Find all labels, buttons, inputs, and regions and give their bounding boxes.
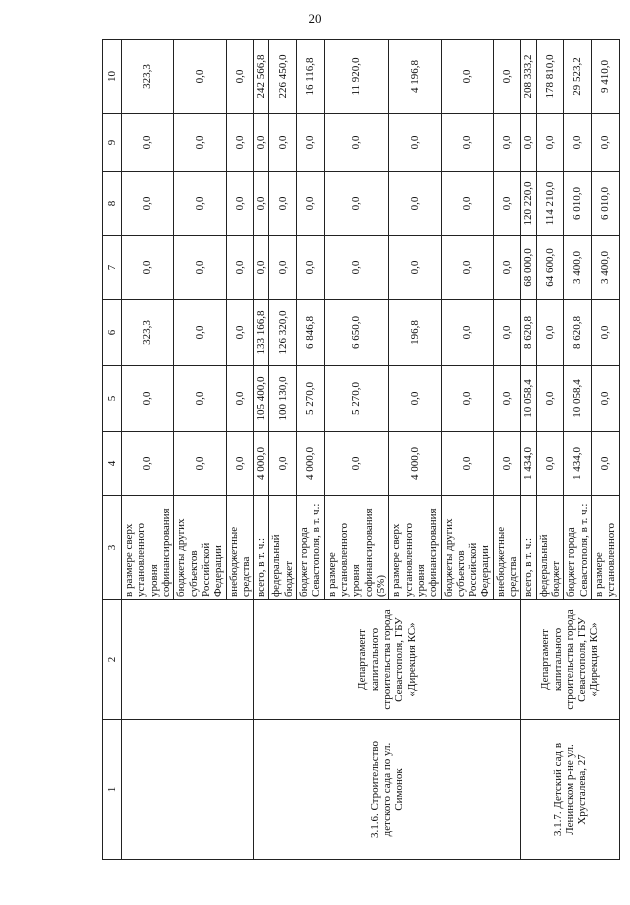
value-cell: 4 000,0 [297, 432, 325, 496]
value-cell: 0,0 [174, 40, 226, 114]
source-label: всего, в т. ч.: [521, 496, 536, 600]
budget-table [102, 39, 620, 860]
col-header: 4 [103, 432, 122, 496]
table-row [521, 40, 536, 860]
value-cell: 0,0 [441, 366, 493, 432]
value-cell: 8 620,8 [521, 300, 536, 366]
value-cell: 16 116,8 [297, 40, 325, 114]
value-cell: 0,0 [226, 40, 254, 114]
value-cell: 4 000,0 [254, 432, 269, 496]
source-label: внебюджетные средства [226, 496, 254, 600]
value-cell: 0,0 [269, 114, 297, 172]
col-header: 8 [103, 172, 122, 236]
value-cell: 4 000,0 [389, 432, 441, 496]
value-cell: 0,0 [297, 114, 325, 172]
col-header: 2 [103, 600, 122, 720]
value-cell: 120 220,0 [521, 172, 536, 236]
value-cell: 0,0 [591, 114, 619, 172]
object-name: 3.1.6. Строительство детского сада по ул. Симонок [254, 720, 521, 860]
value-cell: 0,0 [441, 432, 493, 496]
value-cell: 5 270,0 [297, 366, 325, 432]
value-cell: 68 000,0 [521, 236, 536, 300]
value-cell: 0,0 [269, 172, 297, 236]
executor-cell-empty [122, 600, 254, 720]
value-cell: 0,0 [174, 432, 226, 496]
value-cell: 6 846,8 [297, 300, 325, 366]
value-cell: 29 523,2 [564, 40, 592, 114]
page-number: 20 [308, 11, 322, 26]
value-cell: 126 320,0 [269, 300, 297, 366]
source-label: федеральный бюджет [536, 496, 564, 600]
object-name: 3.1.7. Детский сад в Ленинском р-не ул. Хрусталева, 27 [521, 720, 619, 860]
value-cell: 0,0 [254, 172, 269, 236]
value-cell: 0,0 [324, 114, 389, 172]
value-cell: 0,0 [226, 236, 254, 300]
value-cell: 0,0 [521, 114, 536, 172]
value-cell: 0,0 [122, 236, 174, 300]
value-cell: 0,0 [174, 300, 226, 366]
executor-name: Департамент капитального строительства города Севастополя, ГБУ «Дирекция КС» [254, 600, 521, 720]
value-cell: 0,0 [536, 114, 564, 172]
value-cell: 0,0 [226, 300, 254, 366]
source-label: федеральный бюджет [269, 496, 297, 600]
col-header: 6 [103, 300, 122, 366]
value-cell: 0,0 [591, 432, 619, 496]
value-cell: 1 434,0 [521, 432, 536, 496]
value-cell: 0,0 [324, 236, 389, 300]
col-header: 7 [103, 236, 122, 300]
value-cell: 1 434,0 [564, 432, 592, 496]
rotated-table-container [102, 40, 618, 860]
value-cell: 0,0 [389, 172, 441, 236]
value-cell: 0,0 [297, 236, 325, 300]
value-cell: 10 058,4 [521, 366, 536, 432]
source-label: бюджет города Севастополя, в т. ч.: [564, 496, 592, 600]
table-row [122, 40, 174, 860]
value-cell: 0,0 [122, 432, 174, 496]
value-cell: 0,0 [174, 172, 226, 236]
value-cell: 0,0 [536, 432, 564, 496]
value-cell: 0,0 [324, 432, 389, 496]
source-label: бюджеты других субъектов Российской Федерации [174, 496, 226, 600]
value-cell: 6 010,0 [564, 172, 592, 236]
value-cell: 0,0 [174, 114, 226, 172]
value-cell: 0,0 [389, 114, 441, 172]
value-cell: 0,0 [297, 172, 325, 236]
header-row [103, 40, 122, 860]
executor-name: Департамент капитального строительства города Севастополя, ГБУ «Дирекция КС» [521, 600, 619, 720]
value-cell: 0,0 [441, 236, 493, 300]
value-cell: 323,3 [122, 300, 174, 366]
col-header: 1 [103, 720, 122, 860]
value-cell: 9 410,0 [591, 40, 619, 114]
value-cell: 5 270,0 [324, 366, 389, 432]
table-row [254, 40, 269, 860]
value-cell: 0,0 [493, 366, 521, 432]
value-cell: 0,0 [269, 236, 297, 300]
value-cell: 208 333,2 [521, 40, 536, 114]
value-cell: 10 058,4 [564, 366, 592, 432]
source-label: в размере сверх установленного уровня софинансирования [389, 496, 441, 600]
value-cell: 0,0 [591, 300, 619, 366]
value-cell: 100 130,0 [269, 366, 297, 432]
col-header: 9 [103, 114, 122, 172]
value-cell: 0,0 [441, 172, 493, 236]
value-cell: 0,0 [493, 236, 521, 300]
col-header: 3 [103, 496, 122, 600]
source-label: в размере сверх установленного уровня софинансирования [122, 496, 174, 600]
source-label: бюджеты других субъектов Российской Федерации [441, 496, 493, 600]
value-cell: 8 620,8 [564, 300, 592, 366]
value-cell: 0,0 [493, 432, 521, 496]
value-cell: 0,0 [122, 366, 174, 432]
value-cell: 0,0 [536, 366, 564, 432]
value-cell: 3 400,0 [591, 236, 619, 300]
value-cell: 114 210,0 [536, 172, 564, 236]
value-cell: 133 166,8 [254, 300, 269, 366]
value-cell: 0,0 [269, 432, 297, 496]
value-cell: 0,0 [226, 114, 254, 172]
value-cell: 323,3 [122, 40, 174, 114]
value-cell: 3 400,0 [564, 236, 592, 300]
value-cell: 196,8 [389, 300, 441, 366]
value-cell: 0,0 [324, 172, 389, 236]
value-cell: 0,0 [441, 40, 493, 114]
value-cell: 0,0 [226, 366, 254, 432]
value-cell: 0,0 [493, 172, 521, 236]
source-label: бюджет города Севастополя, в т. ч.: [297, 496, 325, 600]
value-cell: 0,0 [122, 172, 174, 236]
col-header: 10 [103, 40, 122, 114]
value-cell: 4 196,8 [389, 40, 441, 114]
value-cell: 0,0 [254, 236, 269, 300]
source-label: в размере установленного уровня софинансирования (5%) [324, 496, 389, 600]
value-cell: 0,0 [226, 432, 254, 496]
value-cell: 226 450,0 [269, 40, 297, 114]
value-cell: 6 650,0 [324, 300, 389, 366]
value-cell: 242 566,8 [254, 40, 269, 114]
value-cell: 6 010,0 [591, 172, 619, 236]
value-cell: 0,0 [493, 40, 521, 114]
value-cell: 0,0 [122, 114, 174, 172]
value-cell: 0,0 [389, 236, 441, 300]
col-header: 5 [103, 366, 122, 432]
value-cell: 0,0 [389, 366, 441, 432]
value-cell: 0,0 [174, 236, 226, 300]
value-cell: 0,0 [441, 300, 493, 366]
value-cell: 0,0 [536, 300, 564, 366]
value-cell: 64 600,0 [536, 236, 564, 300]
value-cell: 0,0 [591, 366, 619, 432]
value-cell: 105 400,0 [254, 366, 269, 432]
source-label: внебюджетные средства [493, 496, 521, 600]
value-cell: 0,0 [564, 114, 592, 172]
value-cell: 0,0 [226, 172, 254, 236]
value-cell: 11 920,0 [324, 40, 389, 114]
value-cell: 178 810,0 [536, 40, 564, 114]
source-label: в размере установленного [591, 496, 619, 600]
object-cell-empty [122, 720, 254, 860]
value-cell: 0,0 [174, 366, 226, 432]
value-cell: 0,0 [493, 114, 521, 172]
source-label: всего, в т. ч.: [254, 496, 269, 600]
value-cell: 0,0 [254, 114, 269, 172]
value-cell: 0,0 [441, 114, 493, 172]
value-cell: 0,0 [493, 300, 521, 366]
